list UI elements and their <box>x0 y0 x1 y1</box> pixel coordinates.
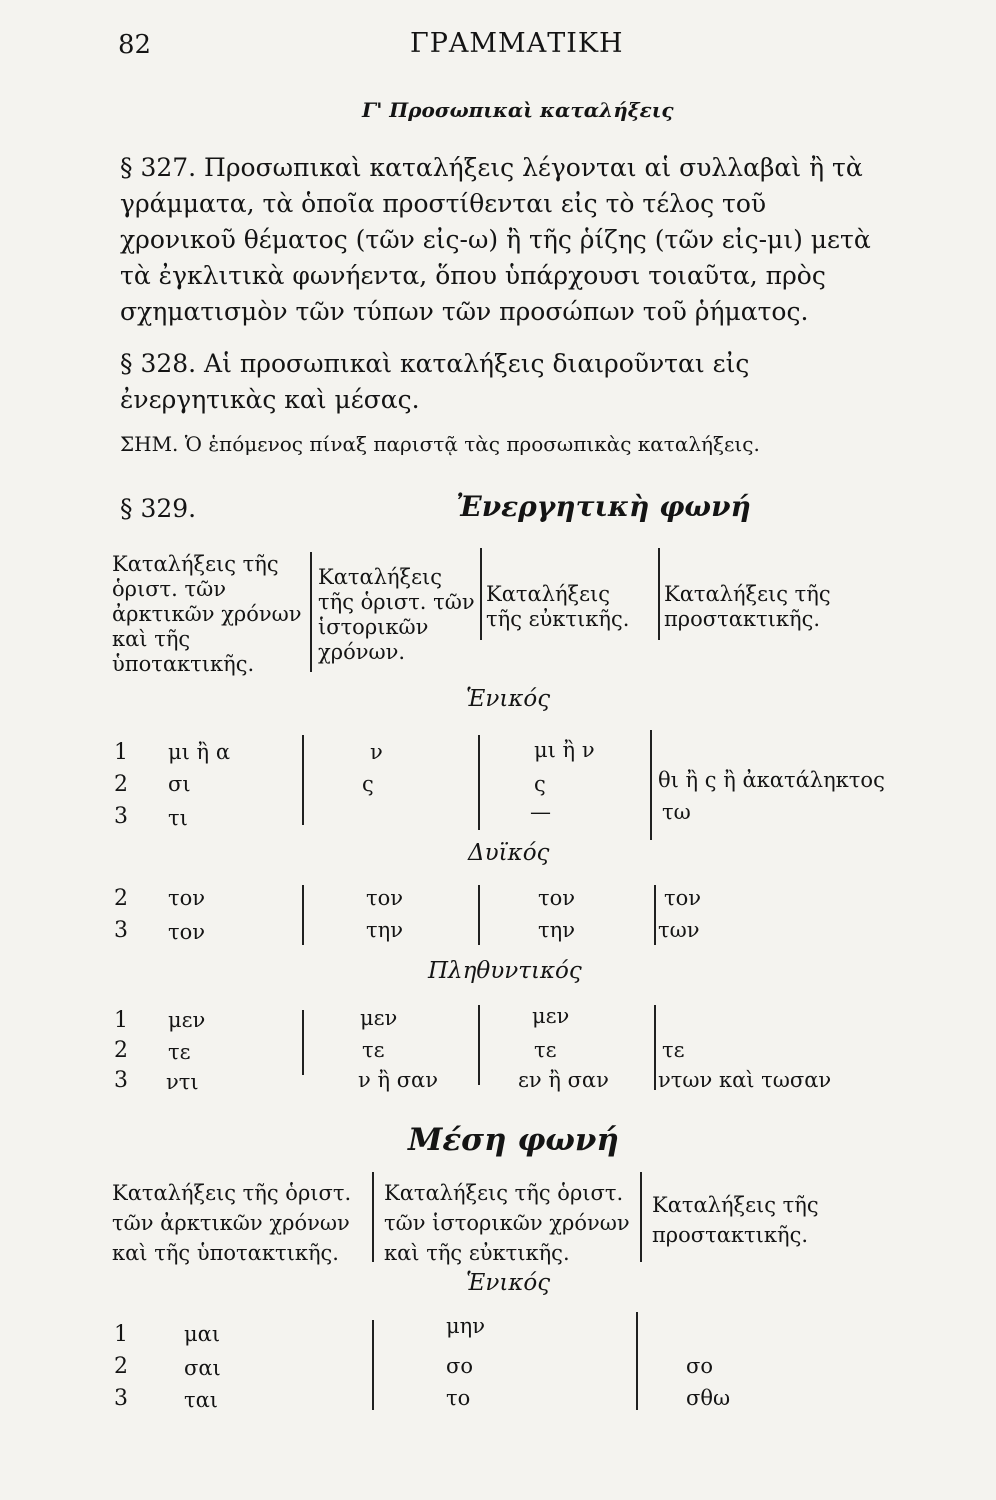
ending: ται <box>184 1388 219 1412</box>
row-number: 3 <box>114 1068 128 1093</box>
rule-a-pl-2 <box>478 1005 480 1085</box>
active-dual-label: Δυϊκός <box>468 840 550 866</box>
header-rule-1 <box>310 552 312 672</box>
ending: σθω <box>686 1386 731 1410</box>
rule-a-pl-1 <box>302 1010 304 1075</box>
header-rule-2 <box>480 548 482 640</box>
rule-a-pl-3 <box>654 1005 656 1090</box>
mid-header-rule-2 <box>640 1172 642 1262</box>
ending: — <box>530 800 551 824</box>
ending: τον <box>168 886 206 910</box>
ending: ς <box>534 772 546 796</box>
active-header-col4: Καταλήξεις τῆς προστακτικῆς. <box>664 582 831 631</box>
ending: τι <box>168 806 188 830</box>
header-rule-3 <box>658 548 660 640</box>
ending: τον <box>538 886 576 910</box>
ending: το <box>446 1386 471 1410</box>
ending: τον <box>664 886 702 910</box>
ending: την <box>538 918 575 942</box>
ending: θι ἢ ς ἢ ἀκατάληκτος <box>658 768 885 792</box>
rule-a-sg-1 <box>302 735 304 825</box>
rule-m-sg-1 <box>372 1320 374 1410</box>
row-number: 1 <box>114 1008 128 1033</box>
rule-a-du-1 <box>302 885 304 945</box>
row-number: 1 <box>114 1322 128 1347</box>
ending: σο <box>686 1354 713 1378</box>
row-number: 3 <box>114 1386 128 1411</box>
row-number: 1 <box>114 740 128 765</box>
ending: τον <box>366 886 404 910</box>
row-number: 3 <box>114 918 128 943</box>
ending: τε <box>168 1040 191 1064</box>
row-number: 2 <box>114 772 128 797</box>
ending: μεν <box>360 1006 398 1030</box>
ending: των <box>658 918 700 942</box>
ending: εν ἢ σαν <box>518 1068 609 1092</box>
mid-header-rule-1 <box>372 1172 374 1262</box>
ending: ν <box>370 740 383 764</box>
ending: ν ἢ σαν <box>358 1068 438 1092</box>
running-head: ΓΡΑΜΜΑΤΙΚΗ <box>410 28 624 59</box>
paragraph-328: § 328. Αἱ προσωπικαὶ καταλήξεις διαιροῦνται εἰς ἐνεργητικὰς καὶ μέσας. <box>120 349 750 414</box>
middle-singular-label: Ἑνικός <box>466 1270 551 1296</box>
ending: τε <box>362 1038 385 1062</box>
ending: την <box>366 918 403 942</box>
rule-a-sg-3 <box>650 730 652 840</box>
note: ΣΗΜ. Ὁ ἑπόμενος πίναξ παριστᾷ τὰς προσωπικὰς καταλήξεις. <box>120 432 760 456</box>
ending: τε <box>534 1038 557 1062</box>
ending: ς <box>362 772 374 796</box>
page-number: 82 <box>118 30 152 60</box>
active-header-col3: Καταλήξεις τῆς εὐκτικῆς. <box>486 582 630 631</box>
ending: τε <box>662 1038 685 1062</box>
row-number: 2 <box>114 886 128 911</box>
rule-m-sg-2 <box>636 1312 638 1410</box>
ending: μην <box>446 1314 485 1338</box>
row-number: 3 <box>114 804 128 829</box>
ending: σι <box>168 772 191 796</box>
ending: ντων καὶ τωσαν <box>658 1068 832 1092</box>
middle-header-col1: Καταλήξεις τῆς ὁριστ. τῶν ἀρκτικῶν χρόνων καὶ τῆς ὑποτακτικῆς. <box>112 1181 352 1265</box>
active-header-col2: Καταλήξεις τῆς ὁριστ. τῶν ἱστορικῶν χρόνων. <box>318 565 475 664</box>
rule-a-sg-2 <box>478 735 480 830</box>
middle-voice-title: Μέση φωνή <box>408 1122 619 1158</box>
ending: μι ἢ ν <box>534 738 595 762</box>
row-number: 2 <box>114 1354 128 1379</box>
ending: ντι <box>166 1070 199 1094</box>
active-header-col1: Καταλήξεις τῆς ὁριστ. τῶν ἀρκτικῶν χρόνων καὶ τῆς ὑποτακτικῆς. <box>112 552 302 676</box>
ending: σαι <box>184 1356 221 1380</box>
section-329-number: § 329. <box>120 494 197 523</box>
row-number: 2 <box>114 1038 128 1063</box>
ending: τον <box>168 920 206 944</box>
active-singular-label: Ἑνικός <box>466 686 551 712</box>
active-plural-label: Πληθυντικός <box>428 958 582 984</box>
ending: μι ἢ α <box>168 740 230 764</box>
section-heading: Γ' Προσωπικαὶ καταλήξεις <box>362 98 674 122</box>
rule-a-du-3 <box>654 885 656 945</box>
paragraph-327: § 327. Προσωπικαὶ καταλήξεις λέγονται αἱ συλλαβαὶ ἢ τὰ γράμματα, τὰ ὁποῖα προστίθενται εἰς τὸ τέλος τοῦ χρονικοῦ θέματος (τῶν εἰς-ω) ἢ τῆς ῥίζης (τῶν εἰς-μι) μετὰ τὰ ἐγκλιτικὰ φωνήεντα, ὅπου ὑπάρχουσι τοιαῦτα, πρὸς σχηματισμὸν τῶν τύπων τῶν προσώπων τοῦ ῥήματος. <box>120 153 871 326</box>
ending: μεν <box>532 1004 570 1028</box>
active-voice-title: Ἐνεργητικὴ φωνή <box>456 490 751 523</box>
middle-header-col2: Καταλήξεις τῆς ὁριστ. τῶν ἱστορικῶν χρόνων καὶ τῆς εὐκτικῆς. <box>384 1181 630 1265</box>
ending: τω <box>662 800 691 824</box>
ending: σο <box>446 1354 473 1378</box>
ending: μεν <box>168 1008 206 1032</box>
middle-header-col3: Καταλήξεις τῆς προστακτικῆς. <box>652 1193 819 1247</box>
ending: μαι <box>184 1322 221 1346</box>
rule-a-du-2 <box>478 885 480 945</box>
